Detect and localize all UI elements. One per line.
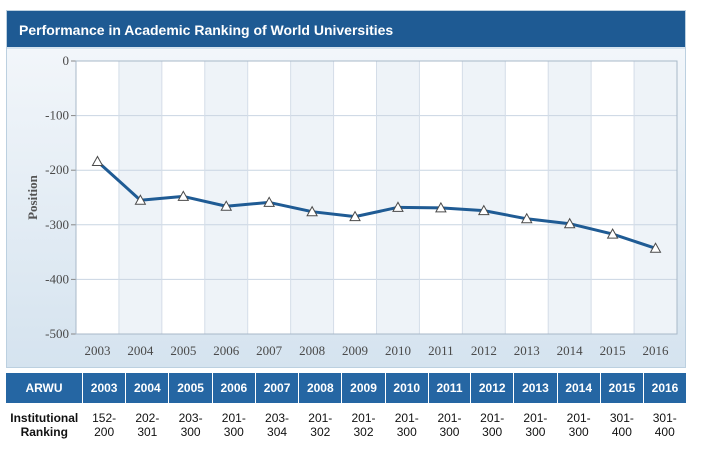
column-band (548, 61, 591, 334)
line-chart (7, 49, 685, 367)
table-header-year: 2010 (385, 373, 428, 403)
ranking-range-start: 202- (135, 411, 160, 425)
table-cell-ranking (644, 403, 686, 440)
x-tick-label: 2007 (256, 343, 283, 358)
ranking-range-start: 201- (523, 411, 548, 425)
table-header-row (6, 373, 686, 403)
column-band (205, 61, 248, 334)
table-header-year: 2005 (169, 373, 212, 403)
y-tick-label: -100 (45, 107, 69, 123)
x-tick-label: 2008 (299, 343, 326, 358)
ranking-range-end: 400 (611, 425, 632, 439)
column-band (334, 61, 377, 334)
ranking-range-start: 301- (652, 411, 677, 425)
column-band (462, 61, 505, 334)
table-header-year: 2012 (471, 373, 514, 403)
y-tick-label: -300 (45, 216, 69, 232)
x-tick-label: 2012 (470, 343, 497, 358)
column-band (419, 61, 462, 334)
chart-area (7, 49, 685, 367)
x-tick-label: 2009 (342, 343, 369, 358)
table-cell-ranking (557, 403, 600, 440)
ranking-range-start: 301- (609, 411, 634, 425)
ranking-range-start: 201- (566, 411, 591, 425)
x-tick-label: 2016 (642, 343, 669, 358)
x-tick-label: 2005 (170, 343, 197, 358)
x-tick-label: 2014 (556, 343, 583, 358)
ranking-range-end: 302 (353, 425, 374, 439)
y-tick-label: 0 (62, 53, 69, 68)
ranking-range-end: 300 (439, 425, 460, 439)
ranking-range-end: 300 (180, 425, 201, 439)
ranking-range-start: 203- (178, 411, 203, 425)
column-band (76, 61, 119, 334)
table-cell-ranking (255, 403, 298, 440)
ranking-range-start: 201- (351, 411, 376, 425)
table-cell-ranking (471, 403, 514, 440)
table-header-year: 2008 (299, 373, 342, 403)
column-band (634, 61, 677, 334)
column-band (377, 61, 420, 334)
x-tick-label: 2015 (599, 343, 626, 358)
table-header-year: 2014 (557, 373, 600, 403)
table-cell-ranking (169, 403, 212, 440)
table-header-year: 2004 (126, 373, 169, 403)
ranking-range-end: 302 (310, 425, 331, 439)
table-cell-ranking (299, 403, 342, 440)
table-cell-ranking (514, 403, 557, 440)
chart-card (6, 10, 686, 368)
column-band (505, 61, 548, 334)
ranking-range-end: 200 (94, 425, 115, 439)
ranking-range-end: 300 (482, 425, 503, 439)
arwu-table (6, 373, 686, 440)
table-header-year: 2015 (600, 373, 643, 403)
row-label (6, 403, 83, 440)
column-band (291, 61, 334, 334)
y-tick-label: -200 (45, 162, 69, 178)
ranking-range-start: 152- (92, 411, 117, 425)
x-tick-label: 2003 (84, 343, 111, 358)
table-cell-ranking (600, 403, 643, 440)
y-axis-label: Position (25, 175, 40, 220)
ranking-range-end: 304 (267, 425, 288, 439)
ranking-range-end: 300 (223, 425, 244, 439)
y-tick-label: -400 (45, 271, 69, 287)
x-tick-label: 2004 (127, 343, 154, 358)
table-cell-ranking (385, 403, 428, 440)
ranking-range-start: 201- (394, 411, 419, 425)
table-header-year: 2011 (428, 373, 470, 403)
ranking-range-end: 301 (137, 425, 158, 439)
x-tick-label: 2006 (213, 343, 240, 358)
row-label-line1: Institutional (10, 411, 79, 425)
x-tick-label: 2010 (384, 343, 411, 358)
table-cell-ranking (428, 403, 470, 440)
ranking-range-start: 201- (480, 411, 505, 425)
table-row (6, 403, 686, 440)
table-header-year: 2009 (342, 373, 385, 403)
x-tick-label: 2013 (513, 343, 540, 358)
column-band (591, 61, 634, 334)
ranking-range-start: 203- (265, 411, 290, 425)
ranking-range-start: 201- (437, 411, 462, 425)
ranking-range-end: 300 (525, 425, 546, 439)
table-cell-ranking (126, 403, 169, 440)
table-header-year: 2006 (212, 373, 255, 403)
table-header-year: 2007 (255, 373, 298, 403)
ranking-range-end: 300 (568, 425, 589, 439)
table-cell-ranking (212, 403, 255, 440)
table-header-label: ARWU (6, 373, 83, 403)
table-header-year: 2003 (83, 373, 126, 403)
ranking-range-start: 201- (221, 411, 246, 425)
y-tick-label: -500 (45, 326, 69, 341)
table-header-year: 2013 (514, 373, 557, 403)
table-header-year: 2016 (644, 373, 686, 403)
chart-title: Performance in Academic Ranking of World Universities (7, 11, 685, 47)
table-cell-ranking (83, 403, 126, 440)
ranking-range-end: 300 (396, 425, 417, 439)
ranking-range-end: 400 (654, 425, 675, 439)
row-label-line2: Ranking (20, 425, 68, 439)
x-tick-label: 2011 (428, 343, 454, 358)
table-cell-ranking (342, 403, 385, 440)
ranking-range-start: 201- (308, 411, 333, 425)
